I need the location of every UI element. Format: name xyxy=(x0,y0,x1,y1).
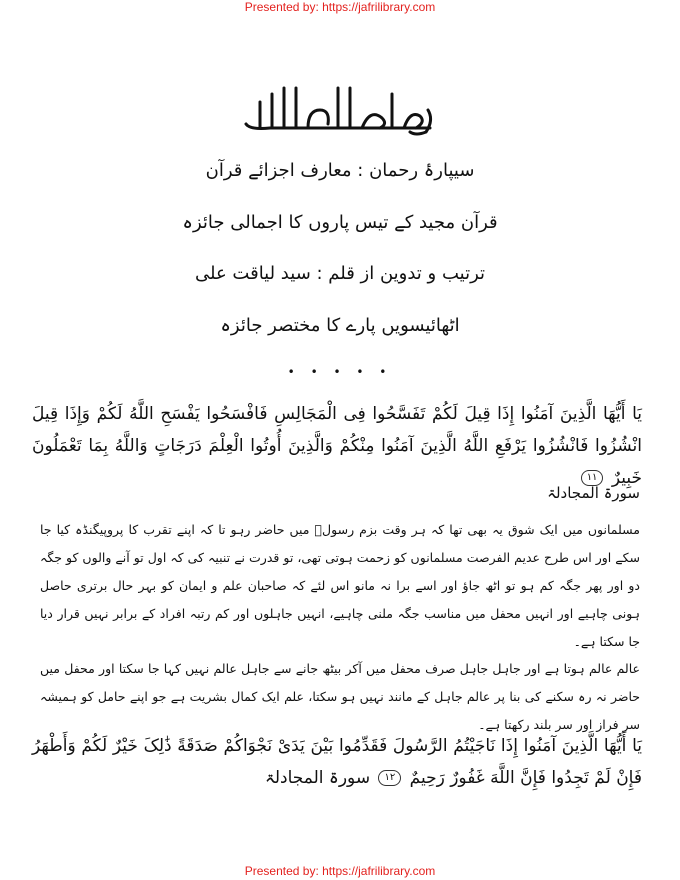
verse-2-surah: سورۃ المجادلۃ xyxy=(264,768,371,788)
bismillah-text: بسم الله الرحمن الرحیم xyxy=(334,134,346,135)
site-banner-top[interactable]: Presented by: https://jafrilibrary.com xyxy=(244,0,436,14)
title-line-4: اٹھائیسویں پارے کا مختصر جائزہ xyxy=(220,315,460,336)
verse-2 xyxy=(32,730,642,794)
site-banner-bottom[interactable]: Presented by: https://jafrilibrary.com xyxy=(244,864,436,878)
commentary-paragraph-2: عالم عالم ہوتا ہے اور جاہل جاہل صرف محفل میں آکر بیٹھ جانے سے جاہل عالم نہیں کہا جا سکتا اور محفل میں حاضر نہ رہ سکنے کی بنا پر عالم جاہل کے مانند نہیں ہو سکتا، علم ایک کمال بشریت ہے جو اپنے حامل کو ہمیشہ سر فراز اور سر بلند رکھتا ہے۔ xyxy=(40,661,640,732)
verse-2-number: ١٢ xyxy=(378,770,401,786)
commentary-paragraph-1: مسلمانوں میں ایک شوق یہ بھی تھا کہ ہر وقت بزم رسولؐ میں حاضر رہو تا کہ اپنے تقرب کا پروپیگنڈہ کیا جا سکے اور اس طرح عدیم الفرصت مسلمانوں کو زحمت ہوتی تھی، تو قدرت نے تنبیہ کی کہ اول تو آنے والوں کو جگہ دو اور پھر جگہ کم ہو تو اٹھ جاؤ اور اسے برا نہ مانو اس لئے کہ صاحبان علم و ایمان کو بہر حال برتری حاصل ہونی چاہیے اور انہیں محفل میں مناسب جگہ ملنی چاہیے، انہیں جاہلوں اور کم رتبہ افراد کے برابر نہیں قرار دیا جا سکتا ہے۔ xyxy=(40,522,640,649)
divider-stars: • • • • • xyxy=(287,365,393,379)
verse-2-text: یَا أَیُّهَا الَّذِینَ آمَنُوا إِذَا نَاجَیْتُمُ الرَّسُولَ فَقَدِّمُوا بَیْنَ یَدَیْ نَجْوَاکُمْ صَدَقَةً ذَٰلِکَ خَیْرٌ لَکُمْ وَأَطْهَرُ فَإِنْ لَمْ تَجِدُوا فَإِنَّ اللَّهَ غَفُورٌ رَحِیمٌ xyxy=(32,736,642,788)
verse-1-surah: سورۃ المجادلۃ xyxy=(547,484,640,502)
title-line-3: ترتیب و تدوین از قلم : سید لیاقت علی xyxy=(194,263,486,284)
title-line-2: قرآن مجید کے تیس پاروں کا اجمالی جائزہ xyxy=(182,212,498,233)
verse-1-text: یَا أَیُّهَا الَّذِینَ آمَنُوا إِذَا قِیلَ لَکُمْ تَفَسَّحُوا فِی الْمَجَالِسِ فَافْسَحُوا یَفْسَحِ اللَّهُ لَکُمْ وَإِذَا قِیلَ انْشُزُوا فَانْشُزُوا یَرْفَعِ اللَّهُ الَّذِینَ آمَنُوا مِنْکُمْ وَالَّذِینَ أُوتُوا الْعِلْمَ دَرَجَاتٍ وَاللَّهُ بِمَا تَعْمَلُونَ خَبِیرٌ xyxy=(32,404,642,488)
verse-1 xyxy=(32,398,642,494)
verse-1-number: ١١ xyxy=(581,470,604,486)
bismillah-calligraphy xyxy=(240,80,440,136)
title-line-1: سیپارۂ رحمان : معارف اجزائے قرآن xyxy=(205,160,475,181)
